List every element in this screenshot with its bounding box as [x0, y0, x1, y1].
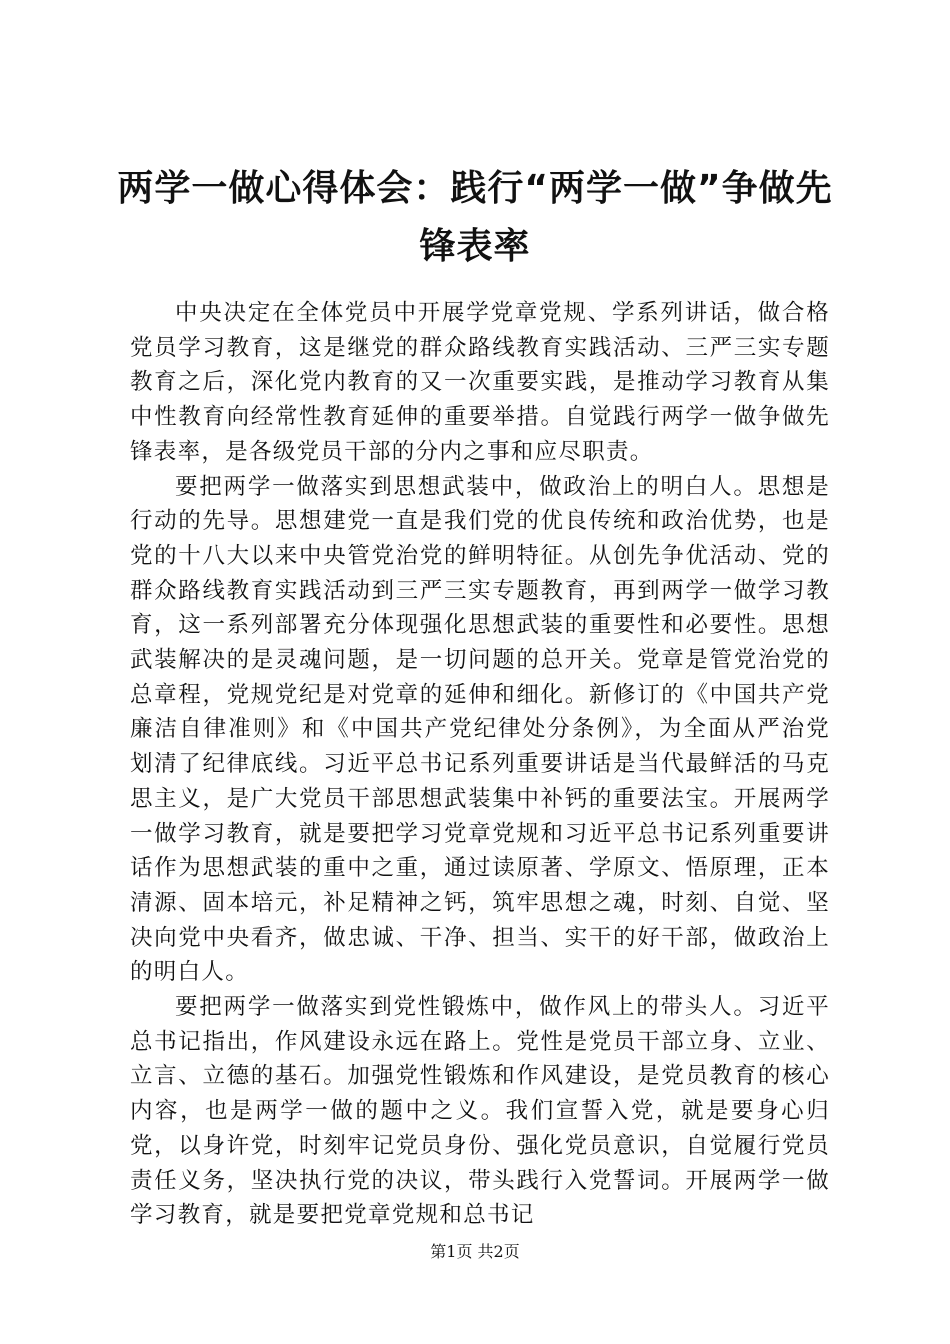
paragraph-1: 中央决定在全体党员中开展学党章党规、学系列讲话，做合格党员学习教育，这是继党的群众路线教育实践活动、三严三实专题教育之后，深化党内教育的又一次重要实践，是推动学习教育从集中性教育向经常性教育延伸的重要举措。自觉践行两学一做争做先锋表率，是各级党员干部的分内之事和应尽职责。: [130, 300, 830, 465]
document-title: 两学一做心得体会：践行“两学一做”争做先锋表率: [117, 168, 833, 267]
paragraph-3: 要把两学一做落实到党性锻炼中，做作风上的带头人。习近平总书记指出，作风建设永远在路上。党性是党员干部立身、立业、立言、立德的基石。加强党性锻炼和作风建设，是党员教育的核心内容，也是两学一做的题中之义。我们宣誓入党，就是要身心归党，以身许党，时刻牢记党员身份、强化党员意识，自觉履行党员责任义务，坚决执行党的决议，带头践行入党誓词。开展两学一做学习教育，就是要把党章党规和总书记: [130, 994, 830, 1229]
page-number-footer: 第1页 共2页: [430, 1242, 520, 1261]
paragraph-2: 要把两学一做落实到思想武装中，做政治上的明白人。思想是行动的先导。思想建党一直是我们党的优良传统和政治优势，也是党的十八大以来中央管党治党的鲜明特征。从创先争优活动、党的群众路线教育实践活动到三严三实专题教育，再到两学一做学习教育，这一系列部署充分体现强化思想武装的重要性和必要性。思想武装解决的是灵魂问题，是一切问题的总开关。党章是管党治党的总章程，党规党纪是对党章的延伸和细化。新修订的《中国共产党廉洁自律准则》和《中国共产党纪律处分条例》，为全面从严治党划清了纪律底线。习近平总书记系列重要讲话是当代最鲜活的马克思主义，是广大党员干部思想武装集中补钙的重要法宝。开展两学一做学习教育，就是要把学习党章党规和习近平总书记系列重要讲话作为思想武装的重中之重，通过读原著、学原文、悟原理，正本清源、固本培元，补足精神之钙，筑牢思想之魂，时刻、自觉、坚决向党中央看齐，做忠诚、干净、担当、实干的好干部，做政治上的明白人。: [130, 473, 830, 986]
document-body: [130, 296, 830, 1233]
